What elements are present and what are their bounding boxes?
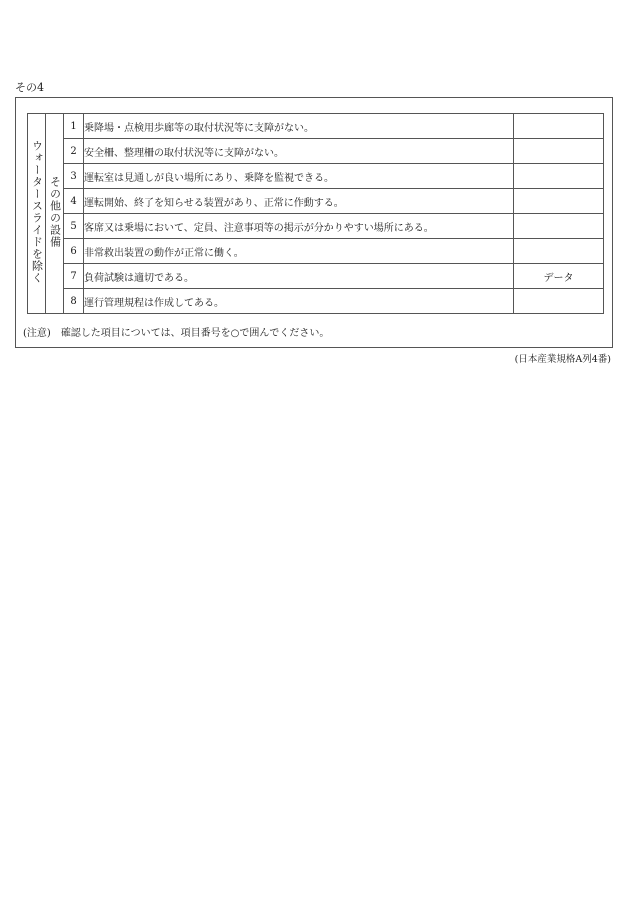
table-row	[28, 239, 604, 264]
table-row	[28, 114, 604, 139]
category-outer-label: ウォータースライドを除く	[30, 140, 44, 284]
standard-label: (日本産業規格A列4番)	[514, 354, 611, 365]
item-number: 7	[64, 264, 84, 289]
table-row	[28, 139, 604, 164]
check-cell[interactable]	[514, 139, 604, 164]
table-row	[28, 264, 604, 289]
check-cell[interactable]	[514, 189, 604, 214]
item-text: 負荷試験は適切である。	[84, 264, 514, 289]
item-text: 非常救出装置の動作が正常に働く。	[84, 239, 514, 264]
item-text: 乗降場・点検用歩廊等の取付状況等に支障がない。	[84, 114, 514, 139]
item-text: 安全柵、整理柵の取付状況等に支障がない。	[84, 139, 514, 164]
note-text: 確認した項目については、項目番号を○で囲んでください。	[60, 328, 330, 339]
item-number: 8	[64, 289, 84, 314]
item-number: 2	[64, 139, 84, 164]
item-number: 1	[64, 114, 84, 139]
check-cell[interactable]	[514, 289, 604, 314]
item-number: 4	[64, 189, 84, 214]
page-label: その4	[15, 81, 44, 94]
checklist-table	[27, 113, 604, 314]
item-number: 6	[64, 239, 84, 264]
table-row	[28, 214, 604, 239]
category-outer-cell	[28, 114, 46, 314]
check-cell[interactable]	[514, 239, 604, 264]
note	[23, 328, 329, 340]
item-number: 3	[64, 164, 84, 189]
check-cell[interactable]	[514, 164, 604, 189]
table-row	[28, 189, 604, 214]
note-label: (注意)	[23, 328, 51, 339]
item-number: 5	[64, 214, 84, 239]
table-row	[28, 289, 604, 314]
item-text: 客席又は乗場において、定員、注意事項等の掲示が分かりやすい場所にある。	[84, 214, 514, 239]
check-cell[interactable]	[514, 114, 604, 139]
category-inner-label: その他の設備	[48, 176, 62, 248]
item-text: 運転開始、終了を知らせる装置があり、正常に作動する。	[84, 189, 514, 214]
category-inner-cell	[46, 114, 64, 314]
table-row	[28, 164, 604, 189]
check-cell[interactable]: データ	[514, 264, 604, 289]
item-text: 運行管理規程は作成してある。	[84, 289, 514, 314]
check-cell[interactable]	[514, 214, 604, 239]
item-text: 運転室は見通しが良い場所にあり、乗降を監視できる。	[84, 164, 514, 189]
